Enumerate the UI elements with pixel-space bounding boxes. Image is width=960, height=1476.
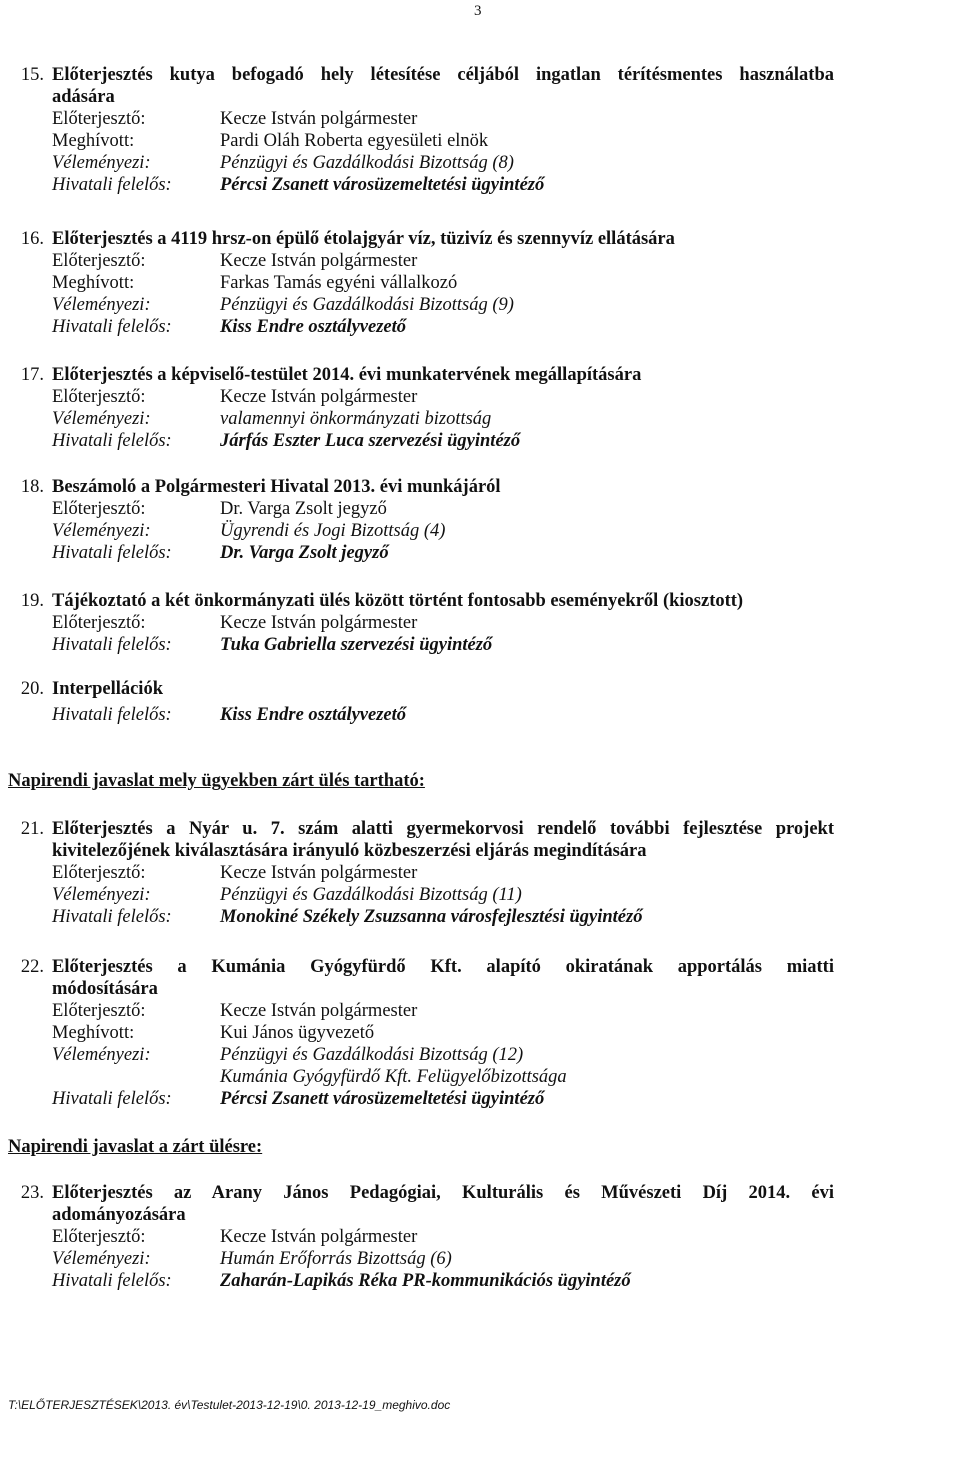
item-row [8,430,834,452]
row-value: Kecze István polgármester [220,1001,418,1021]
item-number: 20. [20,679,44,699]
item-row [8,174,834,196]
row-value: Pénzügyi és Gazdálkodási Bizottság (9) [220,295,514,315]
row-label: Hivatali felelős: [52,543,172,563]
row-label: Előterjesztő: [52,613,146,633]
item-row [8,108,834,130]
agenda-item-16 [8,228,834,338]
row-label: Véleményezi: [52,885,151,905]
item-row [8,862,834,884]
item-number: 19. [20,591,44,611]
row-value: Dr. Varga Zsolt jegyző [220,499,387,519]
item-title-continuation: kivitelezőjének kiválasztására irányuló közbeszerzési eljárás megindítására [52,841,647,861]
item-title-text: Előterjesztés az Arany János Pedagógiai, Kulturális és Művészeti Díj 2014. évi [52,1183,834,1203]
row-label: Meghívott: [52,1023,135,1043]
row-label: Hivatali felelős: [52,705,172,725]
agenda-item-23 [8,1182,834,1292]
item-number: 22. [20,957,44,977]
row-value: Tuka Gabriella szervezési ügyintéző [220,635,493,655]
row-label: Véleményezi: [52,1249,151,1269]
agenda-item-21 [8,818,834,928]
item-row [8,152,834,174]
row-label: Előterjesztő: [52,863,146,883]
item-row [8,498,834,520]
row-value: Zaharán-Lapikás Réka PR-kommunikációs ügyintéző [220,1271,631,1291]
item-title-text: Előterjesztés kutya befogadó hely létesítése céljából ingatlan térítésmentes használatba [52,65,834,85]
row-value: Kui János ügyvezető [220,1023,375,1043]
page-number: 3 [474,3,482,19]
item-title [8,228,834,250]
item-title [8,476,834,498]
row-value: Járfás Eszter Luca szervezési ügyintéző [220,431,521,451]
item-number: 23. [20,1183,44,1203]
row-label: Hivatali felelős: [52,1089,172,1109]
row-value: Pércsi Zsanett városüzemeltetési ügyintéző [220,175,545,195]
row-label: Előterjesztő: [52,499,146,519]
item-number: 15. [20,65,44,85]
row-label [52,1066,220,1088]
agenda-item-19 [8,590,834,656]
row-label: Előterjesztő: [52,1001,146,1021]
row-value: Pénzügyi és Gazdálkodási Bizottság (11) [220,885,522,905]
row-value: Kecze István polgármester [220,1227,418,1247]
closed-session-heading: Napirendi javaslat a zárt ülésre: [8,1137,263,1157]
item-title [8,590,834,612]
row-label: Előterjesztő: [52,109,146,129]
item-row [8,316,834,338]
item-row [8,884,834,906]
item-row [8,542,834,564]
item-row [8,612,834,634]
row-value: Ügyrendi és Jogi Bizottság (4) [220,521,446,541]
row-label: Hivatali felelős: [52,317,172,337]
row-value: Kecze István polgármester [220,613,418,633]
item-title [8,818,834,840]
item-number: 21. [20,819,44,839]
item-number: 17. [20,365,44,385]
row-value: Kumánia Gyógyfürdő Kft. Felügyelőbizottsága [220,1067,567,1087]
item-row [8,1044,834,1066]
row-label: Véleményezi: [52,409,151,429]
item-title-text: Előterjesztés a 4119 hrsz-on épülő étolajgyár víz, tüzivíz és szennyvíz ellátására [52,229,675,249]
item-title [8,678,834,700]
row-label: Előterjesztő: [52,251,146,271]
row-value: Pénzügyi és Gazdálkodási Bizottság (8) [220,153,514,173]
item-title-continuation: adományozására [52,1205,186,1225]
item-row [8,408,834,430]
item-title-text: Előterjesztés a Kumánia Gyógyfürdő Kft. alapító okiratának apportálás miatti [52,957,834,977]
row-value: Kiss Endre osztályvezető [220,317,407,337]
item-row [8,1000,834,1022]
item-row [8,906,834,928]
item-row [8,1226,834,1248]
row-value: Kecze István polgármester [220,251,418,271]
item-row [8,704,834,726]
row-value: Farkas Tamás egyéni vállalkozó [220,273,458,293]
item-row [8,250,834,272]
item-row [8,386,834,408]
row-label: Hivatali felelős: [52,1271,172,1291]
row-label: Hivatali felelős: [52,175,172,195]
item-title [8,64,834,86]
item-title [8,1182,834,1204]
item-number: 16. [20,229,44,249]
item-row [8,1022,834,1044]
agenda-item-15 [8,64,834,196]
row-value: Kecze István polgármester [220,387,418,407]
item-row [8,634,834,656]
footer-file-path: T:\ELŐTERJESZTÉSEK\2013. év\Testulet-2013-12-19\0. 2013-12-19_meghivo.doc [8,1398,451,1412]
item-row [8,1248,834,1270]
item-title [8,364,834,386]
item-title-text: Előterjesztés a Nyár u. 7. szám alatti gyermekorvosi rendelő további fejlesztése projekt [52,819,834,839]
row-label: Hivatali felelős: [52,431,172,451]
item-row [8,1088,834,1110]
row-value: Pardi Oláh Roberta egyesületi elnök [220,131,489,151]
item-title-text: Tájékoztató a két önkormányzati ülés között történt fontosabb eseményekről (kiosztott) [52,591,744,611]
item-row [8,520,834,542]
row-label: Hivatali felelős: [52,635,172,655]
agenda-item-20 [8,678,834,726]
row-value: Kiss Endre osztályvezető [220,705,407,725]
item-row [8,1066,834,1088]
agenda-item-22 [8,956,834,1110]
row-label: Véleményezi: [52,295,151,315]
row-value: Kecze István polgármester [220,109,418,129]
agenda-item-17 [8,364,834,452]
row-label: Véleményezi: [52,1045,151,1065]
item-title-continuation: módosítására [52,979,158,999]
row-value: Pércsi Zsanett városüzemeltetési ügyintéző [220,1089,545,1109]
row-label: Előterjesztő: [52,387,146,407]
row-label: Meghívott: [52,131,135,151]
row-value: Humán Erőforrás Bizottság (6) [220,1249,452,1269]
row-value: valamennyi önkormányzati bizottság [220,409,492,429]
item-row [8,294,834,316]
item-row [8,1270,834,1292]
item-title [8,956,834,978]
item-row [8,272,834,294]
item-title-text: Beszámoló a Polgármesteri Hivatal 2013. évi munkájáról [52,477,501,497]
closed-session-eligible-heading: Napirendi javaslat mely ügyekben zárt ülés tartható: [8,771,425,791]
item-title-continuation: adására [52,87,115,107]
agenda-item-18 [8,476,834,564]
item-number: 18. [20,477,44,497]
row-label: Meghívott: [52,273,135,293]
row-label: Előterjesztő: [52,1227,146,1247]
item-title-text: Interpellációk [52,679,163,699]
row-value: Kecze István polgármester [220,863,418,883]
item-title-text: Előterjesztés a képviselő-testület 2014. évi munkatervének megállapítására [52,365,642,385]
row-label: Hivatali felelős: [52,907,172,927]
row-value: Dr. Varga Zsolt jegyző [220,543,389,563]
row-label: Véleményezi: [52,521,151,541]
item-row [8,130,834,152]
row-label: Véleményezi: [52,153,151,173]
row-value: Pénzügyi és Gazdálkodási Bizottság (12) [220,1045,524,1065]
row-value: Monokiné Székely Zsuzsanna városfejlesztési ügyintéző [220,907,643,927]
